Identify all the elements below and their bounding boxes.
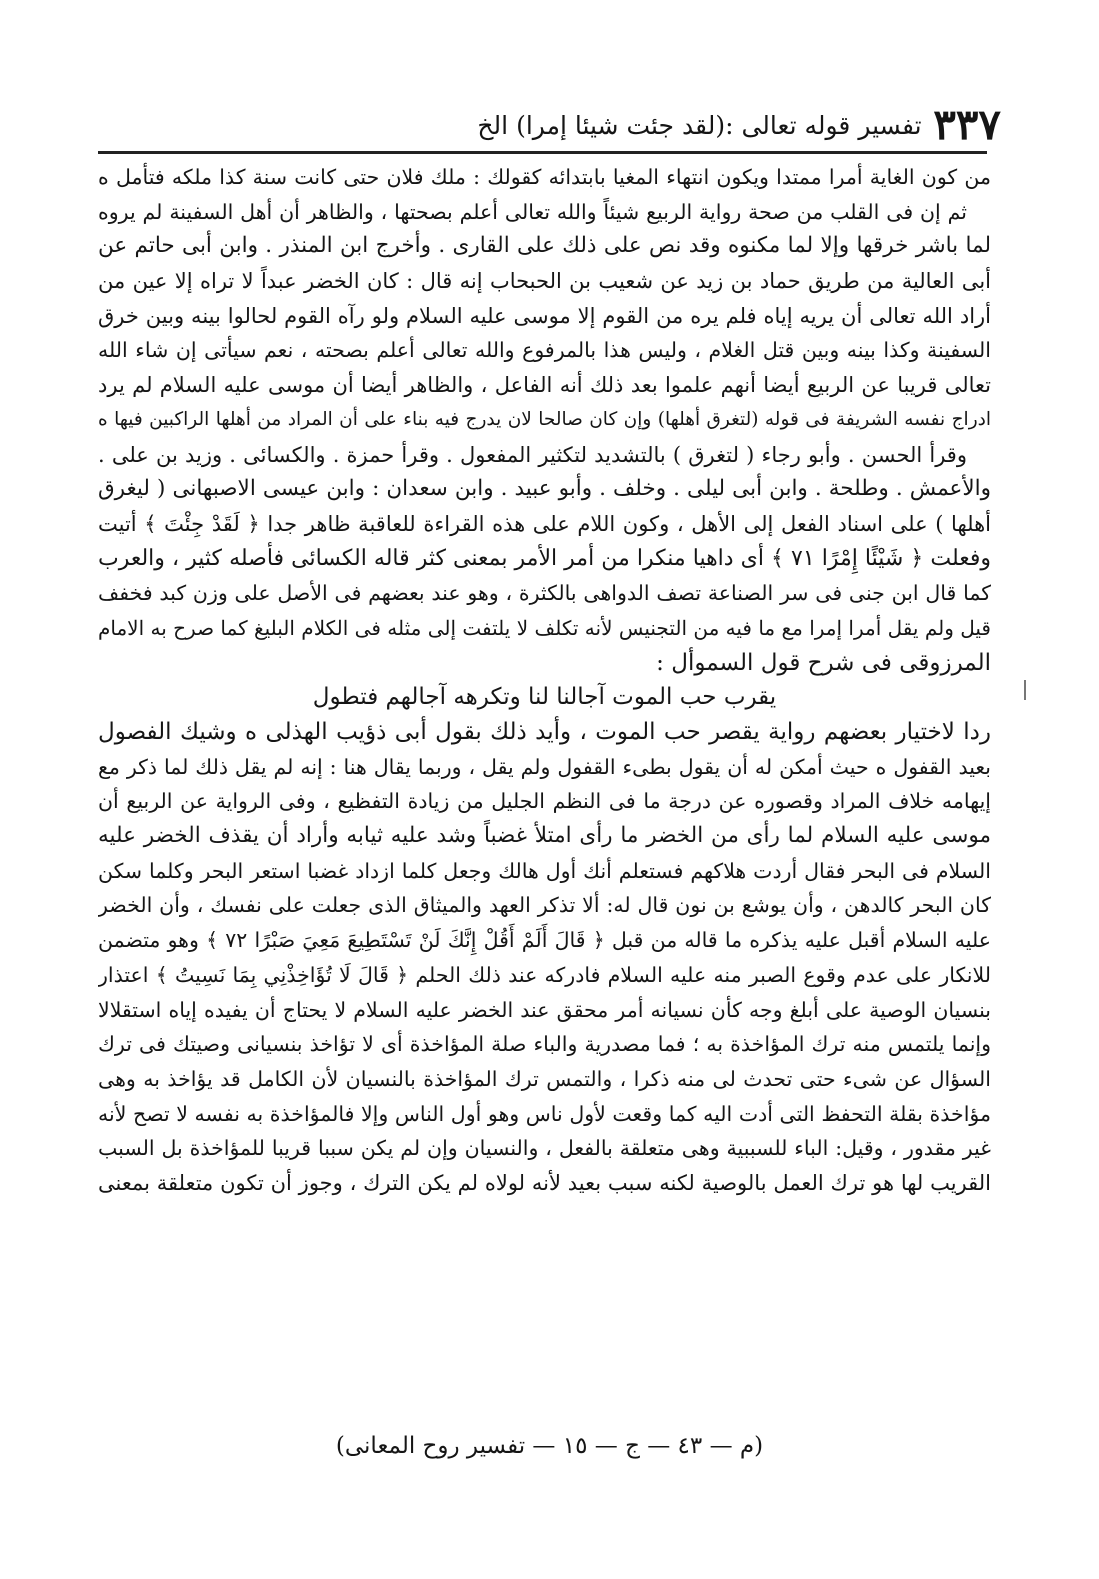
page-header — [98, 100, 1001, 150]
running-title: تفسير قوله تعالى :(لقد جئت شيئا إمرا) الخ — [477, 111, 922, 140]
text-line: إيهامه خلاف المراد وقصوره عن درجة ما فى النظم الجليل من زيادة التفظيع ، وفى الرواية عن الربيع أن — [98, 789, 991, 814]
text-line: السلام فى البحر فقال أردت هلاكهم فستعلم أنك أول هالك وجعل كلما ازداد غضبا استعر البحر وكلما سكن — [98, 858, 991, 883]
text-line: تعالى قريبا عن الربيع أيضا أنهم علموا بعد ذلك أنه الفاعل ، والظاهر أيضا أن موسى عليه السلام لم يرد — [98, 373, 991, 398]
text-line: كان البحر كالدهن ، وأن يوشع بن نون قال له: ألا تذكر العهد والميثاق الذى جعلت على نفسك ، وأن الخضر — [98, 893, 991, 918]
text-line: والأعمش . وطلحة . وابن أبى ليلى . وخلف . وأبو عبيد . وابن سعدان : وابن عيسى الاصبهانى ( ليغرق — [98, 476, 991, 502]
text-line: لما باشر خرقها وإلا لما مكنوه وقد نص على ذلك على القارى . وأخرج ابن المنذر . وابن أبى حاتم عن — [98, 233, 991, 259]
header-rule — [98, 151, 987, 154]
text-line: ادراج نفسه الشريفة فى قوله (لتغرق أهلها) وإن كان صالحا لان يدرج فيه بناء على أن المراد من أهلها الراكبين فيها ه — [98, 408, 991, 430]
body-text — [98, 160, 991, 1201]
text-line: كما قال ابن جنى فى سر الصناعة تصف الدواهى بالكثرة ، وهو عند بعضهم فى الأصل على وزن كبد فخفف — [98, 581, 991, 606]
text-line: وقرأ الحسن . وأبو رجاء ( لتغرق ) بالتشديد لتكثير المفعول . وقرأ حمزة . والكسائى . وزيد بن على . — [98, 442, 967, 467]
margin-mark — [1024, 680, 1026, 700]
text-line: السؤال عن شىء حتى تحدث لى منه ذكرا ، والتمس ترك المؤاخذة بالنسيان لأن الكامل قد يؤاخذ به وهى — [98, 1066, 991, 1091]
text-line: موسى عليه السلام لما رأى من الخضر ما رأى امتلأ غضباً وشد عليه ثيابه وأراد أن يقذف الخضر عليه — [98, 823, 991, 849]
page-footer: (م — ٤٣ — ج — ١٥ — تفسير روح المعانى) — [335, 1433, 764, 1459]
text-line: قيل ولم يقل أمرا إمرا مع ما فيه من التجنيس لأنه تكلف لا يلتفت إلى مثله فى الكلام البليغ كما صرح به الامام — [98, 615, 991, 640]
text-line: أهلها ) على اسناد الفعل إلى الأهل ، وكون اللام على هذه القراءة للعاقبة ظاهر جدا ﴿ لَقَدْ جِئْتَ ﴾ أتيت — [98, 511, 991, 536]
text-line: وفعلت ﴿ شَيْئًا إِمْرًا ٧١ ﴾ أى داهيا منكرا من أمر الأمر بمعنى كثر قاله الكسائى فأصله كثير ، والعرب — [98, 545, 991, 571]
text-line: وإنما يلتمس منه ترك المؤاخذة به ؛ فما مصدرية والباء صلة المؤاخذة أى لا تؤاخذ بنسيانى وصيتك فى ترك — [98, 1032, 991, 1057]
poetry-verse: يقرب حب الموت آجالنا لنا وتكرهه آجالهم فتطول — [312, 684, 777, 711]
text-line: أبى العالية من طريق حماد بن زيد عن شعيب بن الحبحاب إنه قال : كان الخضر عبداً لا تراه إلا عين من — [98, 269, 991, 294]
text-line: ردا لاختيار بعضهم رواية يقصر حب الموت ، وأيد ذلك بقول أبى ذؤيب الهذلى ه وشيك الفصول — [98, 719, 991, 745]
text-line: المرزوقى فى شرح قول السموأل : — [656, 649, 991, 676]
text-line: أراد الله تعالى أن يريه إياه فلم يره من القوم إلا موسى عليه السلام ولو رآه القوم لحالوا بينه وبين خرق — [98, 303, 991, 328]
text-line: للانكار على عدم وقوع الصبر منه عليه السلام فادركه عند ذلك الحلم ﴿ قَالَ لَا تُؤَاخِذْنِي بِمَا نَسِيتُ ﴾ اعتذار — [98, 962, 991, 987]
text-line: بعيد القفول ه حيث أمكن له أن يقول بطىء القفول ولم يقل ، وربما يقال هنا : إنه لم يقل ذلك لما ذكر مع — [98, 754, 991, 779]
text-line: القريب لها هو ترك العمل بالوصية لكنه سبب بعيد لأنه لولاه لم يكن الترك ، وجوز أن تكون متعلقة بمعنى — [98, 1170, 991, 1195]
text-line: غير مقدور ، وقيل: الباء للسببية وهى متعلقة بالفعل ، والنسيان وإن لم يكن سببا قريبا للمؤاخذة بل السبب — [98, 1136, 991, 1161]
text-line: عليه السلام أقبل عليه يذكره ما قاله من قبل ﴿ قَالَ أَلَمْ أَقُلْ إِنَّكَ لَنْ تَسْتَطِيعَ مَعِيَ صَبْرًا ٧٢ ﴾ وهو متضمن — [98, 928, 991, 953]
page-number: ٣٣٧ — [933, 100, 1001, 149]
text-line: من كون الغاية أمرا ممتدا ويكون انتهاء المغيا بابتدائه كقولك : ملك فلان حتى كانت سنة كذا ملكه فتأمل ه — [98, 165, 991, 189]
text-line: السفينة وكذا بينه وبين قتل الغلام ، وليس هذا بالمرفوع والله تعالى أعلم بصحته ، نعم سيأتى إن شاء الله — [98, 338, 991, 363]
text-line: مؤاخذة بقلة التحفظ التى أدت اليه كما وقعت لأول ناس وهو أول الناس وإلا فالمؤاخذة به نفسه لا تصح لأنه — [98, 1101, 991, 1126]
text-line: ثم إن فى القلب من صحة رواية الربيع شيئاً والله تعالى أعلم بصحتها ، والظاهر أن أهل السفينة لم يروه — [98, 199, 967, 224]
text-line: بنسيان الوصية على أبلغ وجه كأن نسيانه أمر محقق عند الخضر عليه السلام لا يحتاج أن يفيده إياه استقلالا — [98, 997, 991, 1022]
